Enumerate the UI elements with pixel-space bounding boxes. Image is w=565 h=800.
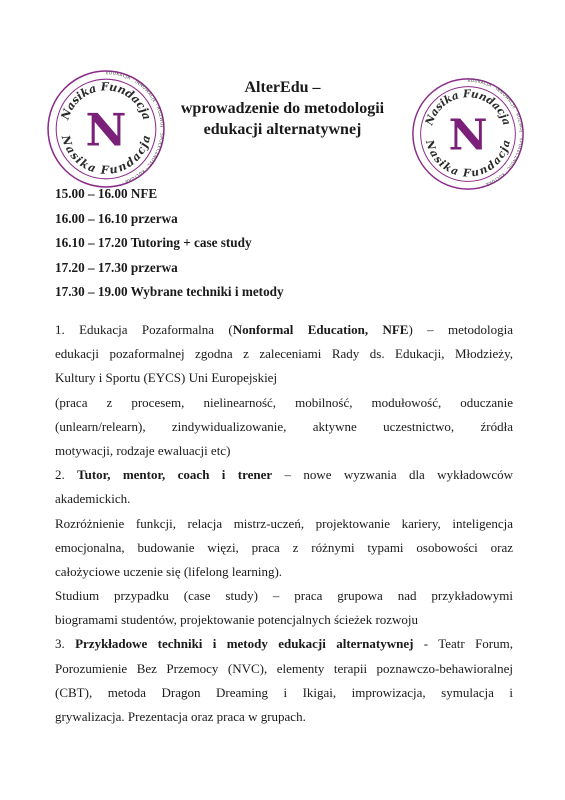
section-1-line: motywacji, rodzaje ewaluacji etc) — [55, 442, 231, 458]
section-2-line: emocjonalna, budowanie więzi, praca z różnymi typami osobowości oraz — [55, 539, 513, 555]
foundation-logo-left — [45, 68, 167, 190]
section-2-line: Rozróżnienie funkcji, relacja mistrz-uczeń, projektowanie kariery, inteligencja — [55, 515, 513, 531]
title-line-3: edukacji alternatywnej — [203, 121, 362, 138]
section-2-line: akademickich. — [55, 491, 131, 507]
section-3-line: Porozumienie Bez Przemocy (NVC), elementy terapii poznawczo-behawioralnej — [55, 660, 513, 676]
section-3-heading: 3. Przykładowe techniki i metody edukacji alternatywnej - Teatr Forum, — [55, 636, 514, 652]
schedule-item: 17.20 – 17.30 przerwa — [55, 259, 178, 275]
section-3-line: grywalizacja. Prezentacja oraz praca w grupach. — [55, 709, 306, 724]
section-1-line: edukacji pozaformalnej zgodna z zaleceniami Rady ds. Edukacji, Młodzieży, — [55, 346, 513, 362]
logo-ring-top-text: Nasika Fundacja — [58, 80, 154, 122]
title-line-2: wprowadzenie do metodologii — [180, 100, 385, 117]
section-2-line: biogramami studentów, projektowanie potencjalnych ścieżek rozwoju — [55, 612, 419, 628]
schedule-item: 17.30 – 19.00 Wybrane techniki i metody — [55, 284, 284, 300]
section-1-bold: Nonformal Education, NFE — [232, 322, 409, 337]
section-2-bold: Tutor, mentor, coach i trener — [77, 467, 273, 483]
logo-ring-bottom-text: Nasika Fundacja — [58, 133, 154, 177]
document-title — [150, 77, 415, 140]
program-content — [55, 318, 513, 729]
logo-ring-bottom-text: Nasika Fundacja — [422, 138, 514, 180]
logo-letter: N — [85, 103, 127, 157]
schedule-item: 15.00 – 16.00 NFE — [55, 186, 158, 201]
section-2-heading: 2. Tutor, mentor, coach i trener – nowe wyzwania dla wykładowców — [55, 467, 514, 483]
logo-ring-top-text: Nasika Fundacja — [422, 87, 514, 127]
section-3-line: (CBT), metoda Dragon Dreaming i Ikigai, improwizacja, symulacja i — [55, 684, 513, 700]
section-1-line: (praca z procesem, nielinearność, mobilność, modułowość, oduczanie — [55, 394, 513, 410]
section-2-line: Studium przypadku (case study) – praca grupowa nad przykładowymi — [55, 588, 513, 604]
schedule-item: 16.00 – 16.10 przerwa — [55, 210, 178, 226]
logo-outer-ring-text: EDUKACJA · INNOWACJE · ROZWÓJ · SPOŁECZNOŚĆ · KULTURA · — [467, 77, 525, 189]
section-1-heading: 1. Edukacja Pozaformalna (Nonformal Education, NFE) – metodologia — [55, 322, 513, 337]
section-1-line: Kultury i Sportu (EYCS) Uni Europejskiej — [55, 370, 278, 386]
title-line-1: AlterEdu – — [244, 79, 321, 96]
schedule-list — [55, 182, 284, 305]
foundation-logo-right — [410, 76, 526, 192]
section-2-line: całożyciowe uczenie się (lifelong learning). — [55, 563, 283, 579]
section-3-bold: Przykładowe techniki i metody edukacji alternatywnej — [75, 636, 414, 652]
section-1-line: (unlearn/relearn), zindywidualizowanie, aktywne uczestnictwo, źródła — [55, 418, 513, 434]
schedule-item: 16.10 – 17.20 Tutoring + case study — [55, 235, 252, 251]
logo-outer-ring-text: EDUKACJA · INNOWACJE · ROZWÓJ · SPOŁECZNOŚĆ · KULTURA · — [105, 71, 164, 185]
logo-letter: N — [448, 110, 488, 161]
